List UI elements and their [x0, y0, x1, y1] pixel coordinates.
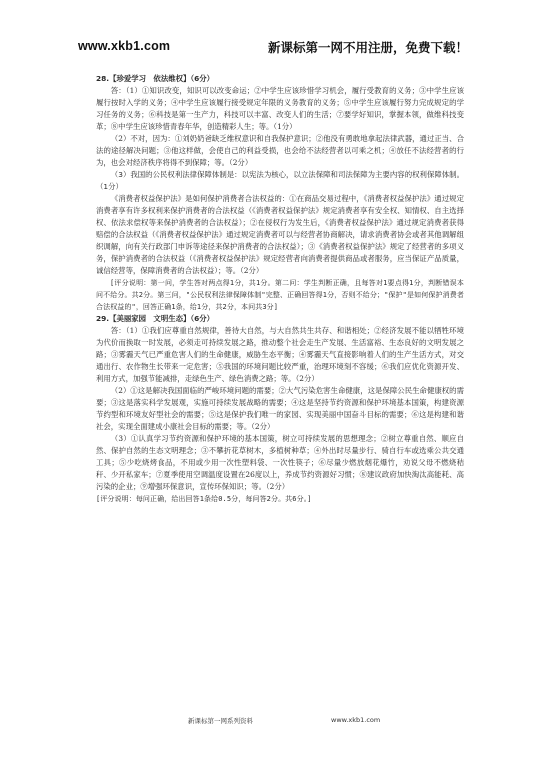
footer-url: www.xkb1.com: [331, 716, 381, 724]
q29-scoring-note: [评分说明：每问正确，给出回答1条给0.5分，每问答2分。共6分。]: [96, 495, 312, 503]
footer-series: 新课标第一网系列资料: [188, 717, 253, 725]
answer-content: [96, 73, 464, 505]
q29-answer-2: （2）①这是解决我国面临的严峻环境问题的需要；②大气污染危害生命健康，这是保障公民生命健康权的需要；③这是落实科学发展观，实施可持续发展战略的需要；④这是坚持节约资源和保护环境基本国策，构建资源节约型和环境友好型社会的需要；⑤这是保护我们唯一的家园、实现美丽中国奋斗目标的需要；⑥这是构建和谐社会，实现全面建成小康社会目标的需要；等。（2分）: [96, 386, 464, 431]
site-url: www.xkb1.com: [78, 39, 171, 53]
q28-answer-1: 答：（1）①知识改变，知识可以改变命运；②中学生应该珍惜学习机会，履行受教育的义务；③中学生应该履行按时入学的义务；④中学生应该履行接受规定年限的义务教育的义务；⑤中学生应该履行努力完成规定的学习任务的义务；⑥科技是第一生产力，科技可以丰富、改变人们的生活；⑦要学好知识，掌握本领，做维科技变革；⑧中学生应该珍惜青春年华，创造精彩人生；等。（1分）: [96, 86, 464, 131]
q28-scoring-note: [评分说明：第一问，学生答对两点得1分，共1分。第二问：学生判断正确，且每答对1要点得1分，判断错误本问不给分。共2分。第三问，"公民权利法律保障体制"完整、正确回答得1分，否则不给分；"保护"是如何保护消费者合法权益的"，回答正确1条，给1分，共2分，本问共3分]: [96, 279, 464, 311]
q28-answer-3: （3）我国的公民权利法律保障体制是：以宪法为核心，以立法保障和司法保障为主要内容的权利保障体制。（1分）: [96, 170, 464, 191]
q28-answer-4: 《消费者权益保护法》是如何保护消费者合法权益的：①在商品交易过程中，《消费者权益保护法》通过规定消费者享有许多权利来保护消费者的合法权益（《消费者权益保护法》规定消费者享有安全权、知情权、自主选择权、依法求偿权等来保护消费者的合法权益）；②在侵权行为发生后，《消费者权益保护法》通过规定消费者获得赔偿的合法权益（《消费者权益保护法》通过规定消费者可以与经营者协商解决，请求消费者协会或者其他调解组织调解，向有关行政部门申诉等途径来保护消费者的合法权益）；③《消费者权益保护法》规定了经营者的多项义务，保护消费者的合法权益（《消费者权益保护法》规定经营者向消费者提供商品或者服务，应当保证产品质量，诚信经营等，保障消费者的合法权益）；等。（2分）: [96, 194, 464, 275]
page-header: [0, 39, 543, 59]
q29-answer-3: （3）①认真学习节约资源和保护环境的基本国策，树立可持续发展的思想理念；②树立尊重自然、顺应自然、保护自然的生态文明理念；③不攀折花草树木，多植树种草；④外出时尽量步行、骑自行车或选乘公共交通工具；⑤少吃烧烤食品，不用或少用一次性塑料袋、一次性筷子；⑥尽量少燃放烟花爆竹，劝说父母不燃烧秸秆、少开私家车；⑦夏季使用空调温度设置在26度以上，养成节约资源好习惯；⑧建议政府加快淘汰高能耗、高污染的企业；⑨增强环保意识，宣传环保知识；等。（2分）: [96, 434, 464, 491]
q29-answer-1: 答：（1）①我们应尊重自然规律，善待大自然，与大自然共生共存、和谐相处；②经济发展不能以牺牲环境为代价而换取一时发展，必须走可持续发展之路，推动整个社会走生产发展、生活富裕、生态良好的文明发展之路；③雾霾天气已严重危害人们的生命健康，威胁生态平衡；④雾霾天气直接影响着人们的生产生活方式，对交通出行、农作物生长带来一定危害；⑤我国的环境问题比较严重，治理环境刻不容缓；⑥我们应优化资源开发、利用方式，加强节能减排，走绿色生产、绿色消费之路；等。（2分）: [96, 326, 464, 383]
question-28-title: 28.【珍爱学习 依法维权】（6分）: [96, 74, 215, 83]
q28-answer-2: （2）不对，因为：①刘奶奶爸缺乏维权意识和自我保护意识；②他没有勇敢地拿起法律武器，通过正当、合法的途径解决问题；③他这样做，会使自己的利益受损，也会给不法经营者以可乘之机；④放任不法经营者的行为，也会对经济秩序将得不到保障；等。（2分）: [96, 134, 464, 167]
site-slogan: 新课标第一网不用注册，免费下载！: [268, 40, 469, 55]
question-29-title: 29.【美丽家园 文明生态】（6分）: [96, 314, 215, 323]
